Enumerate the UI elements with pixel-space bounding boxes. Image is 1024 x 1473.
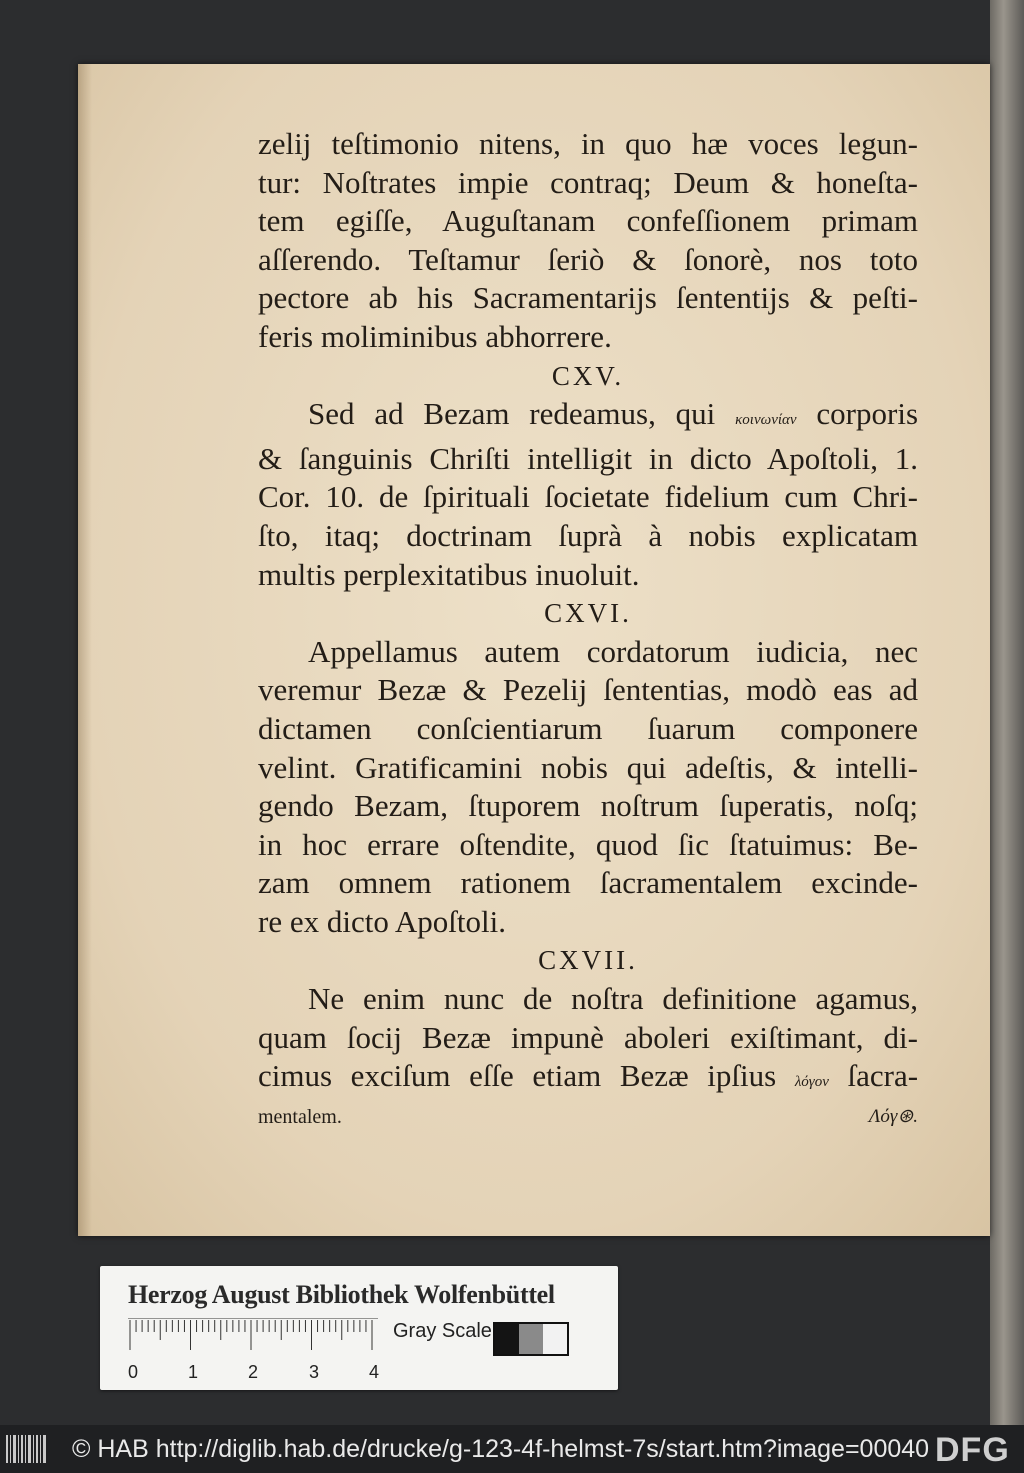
page-text [258,125,918,1132]
section-heading-cxv: CXV. [551,360,625,391]
text-fragment: Sed ad Bezam redeamus, qui [308,396,716,432]
ruler-label: 3 [309,1362,320,1382]
text-fragment: cimus exciſum eſſe etiam Bezæ ipſius [258,1058,777,1094]
ruler-labels [124,1362,394,1384]
text-line: re ex dicto Apoſtoli. [258,903,506,939]
text-line: aſſerendo. Teſtamur ſeriò & ſonorè, nos toto [258,241,918,277]
text-line: Cor. 10. de ſpirituali ſocietate fidelium cum Chri- [258,479,918,515]
text-line [258,1057,918,1102]
text-line: ſto, itaq; doctrinam ſuprà à nobis explicatam [258,517,918,553]
copyright-url[interactable]: © HAB http://diglib.hab.de/drucke/g-123-4f-helmst-7s/start.htm?image=00040 [72,1435,930,1463]
ruler-label: 2 [248,1362,259,1382]
gray-scale-label: Gray Scale [393,1320,492,1342]
catchword: Λόγ⊛. [868,1105,918,1127]
text-line: zam omnem rationem ſacramentalem excinde- [258,865,918,901]
text-line: gendo Bezam, ſtuporem noſtrum ſuperatis, noſq; [258,788,918,824]
text-line: multis perplexitatibus inuoluit. [258,556,640,592]
text-line: dictamen conſcientiarum ſuarum componere [258,710,918,746]
swatch-gray [519,1324,543,1354]
text-line: in hoc errare oſtendite, quod ſic ſtatuimus: Be- [258,826,918,862]
text-line: veremur Bezæ & Pezelij ſententias, modò eas ad [258,672,918,708]
continuation-word: mentalem. [258,1105,342,1128]
scan-gutter [990,0,1024,1425]
greek-word: κοινωνίαν [735,412,797,429]
text-line: & ſanguinis Chriſti intelligit in dicto Apoſtoli, 1. [258,440,918,476]
text-line: Ne enim nunc de noſtra definitione agamus, [308,981,918,1017]
text-line: pectore ab his Sacramentarijs ſententijs & peſti- [258,280,918,316]
ruler-label: 0 [128,1362,139,1382]
text-line: velint. Gratificamini nobis qui adeſtis, & intelli- [258,749,918,785]
text-fragment: corporis [816,396,919,432]
gray-scale-swatches [493,1322,569,1356]
text-line: feris moliminibus abhorrere. [258,318,612,354]
scale-card [100,1266,618,1390]
barcode-icon [6,1435,48,1463]
footer-bar [0,1425,1024,1473]
text-line: quam ſocij Bezæ impunè aboleri exiſtimant, di- [258,1019,918,1055]
greek-word: λόγον [794,1074,829,1091]
text-line: tem egiſſe, Auguſtanam confeſſionem primam [258,203,918,239]
ruler-label: 4 [369,1362,380,1382]
text-line: zelij teſtimonio nitens, in quo hæ voces legun- [258,126,918,161]
section-heading-cxvi: CXVI. [544,598,632,629]
ruler-label: 1 [188,1362,199,1382]
dfg-logo: DFG [935,1431,1010,1469]
swatch-black [495,1324,519,1354]
section-heading-cxvii: CXVII. [538,945,638,976]
text-line: tur: Noſtrates impie contraq; Deum & honeſta- [258,164,918,200]
ruler-ticks [130,1320,372,1350]
swatch-white [543,1324,567,1354]
text-fragment: ſacra- [847,1058,919,1094]
page-footer-line [258,1102,918,1132]
page-edge-shadow [78,64,92,1236]
library-title: Herzog August Bibliothek Wolfenbüttel [128,1280,555,1309]
text-line [258,395,918,440]
text-line: Appellamus autem cordatorum iudicia, nec [308,633,918,669]
ruler [128,1318,378,1350]
